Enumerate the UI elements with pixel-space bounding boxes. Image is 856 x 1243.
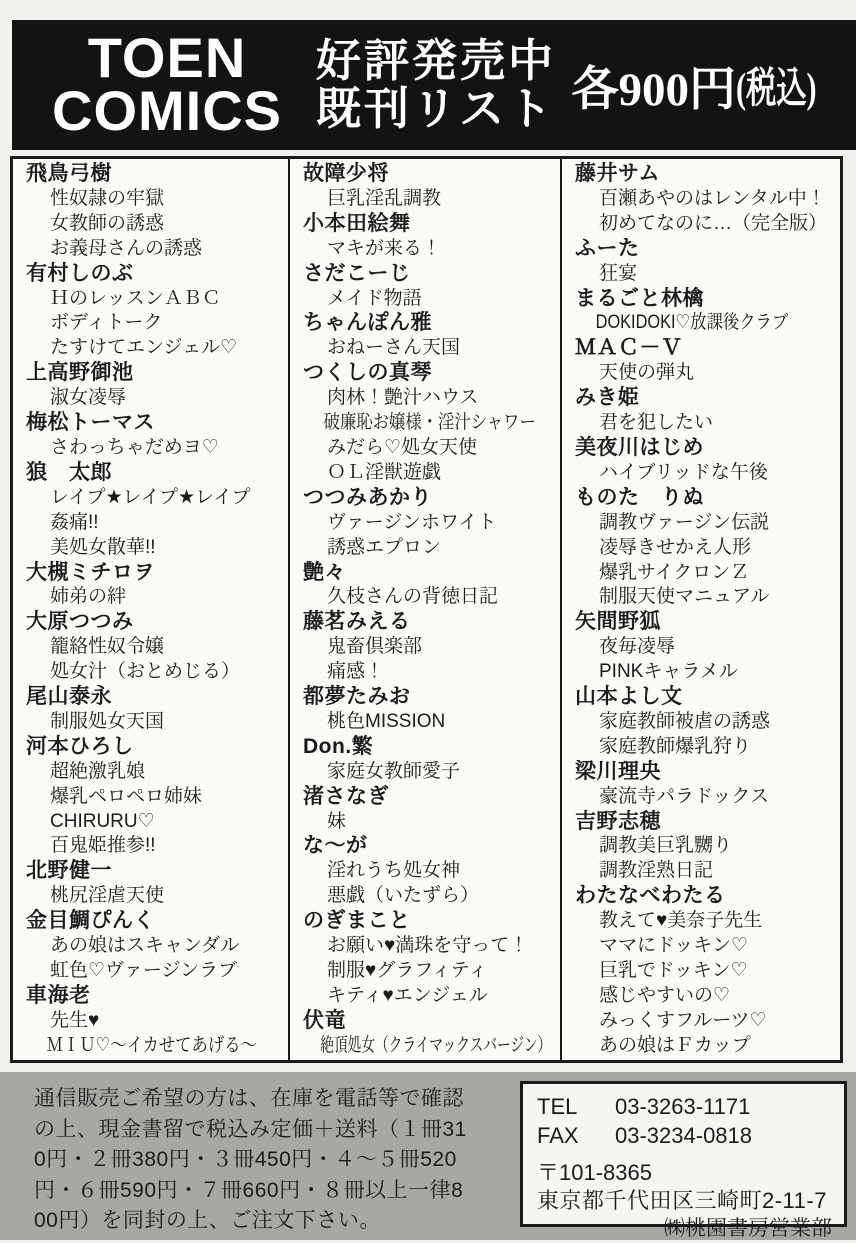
catalog-column-1 (13, 159, 288, 1060)
book-title: 痛感！ (327, 661, 385, 683)
author-name: 梅松トーマス (26, 411, 155, 435)
book-title: 制服処女天国 (50, 710, 165, 732)
book-title: 久枝さんの背徳日記 (327, 586, 499, 608)
author-name: 吉野志穂 (575, 809, 661, 833)
book-title: おねーさん天国 (327, 337, 461, 359)
author-name: 北野健一 (26, 859, 112, 883)
author-name: のぎまこと (303, 909, 411, 933)
book-title: 鬼畜倶楽部 (327, 636, 423, 658)
book-title: ＯＬ淫獣遊戯 (327, 461, 442, 483)
book-title: レイプ★レイプ★レイプ (50, 486, 251, 508)
author-name: 都夢たみお (303, 685, 411, 709)
logo-line2: COMICS (52, 79, 282, 142)
author-name: 尾山泰永 (26, 685, 112, 709)
author-name: 美夜川はじめ (575, 435, 704, 459)
book-title: みっくすフルーツ♡ (599, 1009, 767, 1031)
author-name: な～が (303, 834, 368, 858)
price-note: (税込) (736, 66, 817, 112)
book-title: 夜毎凌辱 (599, 636, 676, 658)
book-title: 姉弟の絆 (50, 586, 127, 608)
book-title: 君を犯したい (599, 412, 714, 434)
book-title: 超絶激乳娘 (50, 760, 146, 782)
tel-label: TEL (537, 1094, 578, 1119)
order-info-line: 通信販売ご希望の方は、在庫を電話等で確認 (34, 1087, 464, 1110)
book-title: さわっちゃだめヨ♡ (50, 436, 219, 458)
book-title: 豪流寺パラドックス (599, 785, 770, 807)
book-title: 妹 (327, 810, 347, 832)
book-title: ＭＩＵ♡～イカせてあげる～ (46, 1034, 257, 1056)
author-name: Don.繁 (303, 734, 374, 758)
postal-code: 〒101-8365 (537, 1160, 652, 1185)
author-name: 山本よし文 (575, 685, 683, 709)
book-title: 性奴隷の牢獄 (50, 187, 165, 209)
author-name: 飛鳥弓樹 (26, 162, 112, 185)
book-title: 姦痛!! (50, 511, 99, 533)
book-title: 先生♥ (50, 1009, 100, 1031)
tel-row (537, 1092, 832, 1121)
author-name: わたなべわたる (575, 884, 726, 908)
book-title: 初めてなのに…（完全版） (599, 212, 828, 234)
book-title: マキが来る！ (327, 237, 442, 259)
book-title: 絶頂処女（クライマックスバージン） (320, 1034, 552, 1056)
author-name: 金目鯛ぴんく (26, 909, 155, 933)
publisher-address: 東京都千代田区三崎町2-11-7 (537, 1188, 827, 1213)
book-title: 爆乳サイクロンＺ (599, 561, 750, 583)
author-name: まるごと林檎 (575, 286, 704, 310)
book-title: 女教師の誘惑 (50, 212, 165, 234)
fax-row (537, 1121, 832, 1150)
author-name: 大槻ミチロヲ (26, 560, 155, 584)
fax-number: 03-3234-0818 (615, 1123, 753, 1148)
order-info-line: 00円）を同封の上、ご注文下さい。 (34, 1209, 381, 1232)
book-title: ハイブリッドな午後 (599, 461, 768, 483)
list-title (316, 37, 556, 132)
author-name: ちゃんぽん雅 (303, 311, 432, 335)
book-title: ママにドッキン♡ (599, 935, 749, 957)
book-title: 美処女散華!! (50, 536, 156, 558)
author-name: 藤茗みえる (303, 610, 411, 634)
price-main: 各900円 (571, 63, 737, 116)
catalog-box (10, 156, 843, 1063)
book-title: 悪戯（いたずら） (327, 885, 480, 907)
catalog-column-2 (288, 159, 560, 1060)
header-bar (12, 20, 856, 150)
author-name: 小本田絵舞 (303, 211, 411, 235)
book-title: あの娘はスキャンダル (50, 935, 240, 957)
author-name: ＭＡＣ－Ｖ (575, 336, 683, 360)
book-title: 淑女凌辱 (50, 387, 127, 409)
book-title: 凌辱きせかえ人形 (599, 536, 752, 558)
book-title: 調教淫熟日記 (599, 860, 714, 882)
author-name: 梁川理央 (575, 759, 661, 783)
author-name: つつみあかり (303, 485, 432, 509)
author-name: 故障少将 (303, 162, 389, 185)
author-name: 上高野御池 (26, 361, 134, 385)
order-info-line: の上、現金書留で税込み定価＋送料（１冊31 (34, 1117, 467, 1141)
book-title: 巨乳淫乱調教 (327, 187, 442, 209)
book-title: 虹色♡ヴァージンラブ (50, 960, 237, 981)
tel-number: 03-3263-1171 (615, 1094, 751, 1119)
author-name: みき姫 (575, 386, 640, 410)
author-name: 河本ひろし (26, 734, 134, 758)
book-title: 調教ヴァージン伝説 (599, 511, 769, 533)
contact-box (520, 1081, 847, 1240)
author-name: 藤井サム (575, 162, 660, 185)
book-title: 処女汁（おとめじる） (50, 661, 241, 683)
order-info-line: 0円・２冊380円・３冊450円・４～５冊520 (34, 1148, 457, 1171)
book-title: 制服天使マニュアル (599, 586, 770, 608)
order-info-line: 円・６冊590円・７冊660円・８冊以上一律8 (34, 1178, 464, 1202)
author-name: つくしの真琴 (303, 361, 432, 385)
list-title-line2: 既刊リスト (316, 83, 556, 134)
book-title: 爆乳ペロペロ姉妹 (50, 785, 203, 807)
book-title: 調教美巨乳嬲り (599, 835, 733, 857)
book-title: 家庭女教師愛子 (327, 760, 461, 782)
book-title: 百瀬あやのはレンタル中！ (599, 187, 826, 209)
book-title: 感じやすいの♡ (599, 984, 731, 1006)
author-name: 車海老 (26, 983, 91, 1007)
book-title: ＨのレッスンＡＢＣ (50, 287, 221, 309)
book-title: 誘惑エプロン (327, 536, 442, 558)
book-title: 肉林！艶汁ハウス (327, 387, 479, 409)
book-title: 制服♥グラフィティ (327, 960, 488, 981)
author-name: 狼 太郎 (26, 460, 112, 484)
book-title: 巨乳でドッキン♡ (599, 960, 748, 981)
logo-line1: TOEN (87, 26, 247, 90)
book-title: 淫れうち処女神 (327, 860, 461, 882)
book-title: DOKIDOKI♡放課後クラブ (595, 312, 789, 334)
fax-label: FAX (537, 1123, 579, 1148)
book-title: お願い♥満珠を守って！ (327, 935, 529, 957)
book-title: 教えて♥美奈子先生 (599, 910, 763, 932)
author-name: 矢間野狐 (575, 610, 661, 634)
book-title: CHIRURU♡ (50, 810, 155, 832)
book-title: 桃尻淫虐天使 (50, 885, 165, 907)
author-name: 大原つつみ (26, 610, 134, 634)
author-name: 渚さなぎ (303, 784, 389, 808)
book-title: メイド物語 (327, 287, 422, 309)
book-title: 天使の弾丸 (599, 362, 695, 384)
author-name: 艶々 (303, 560, 346, 584)
list-title-line1: 好評発売中 (316, 35, 557, 87)
book-title: 桃色MISSION (327, 710, 446, 732)
author-name: ものた りぬ (575, 485, 704, 509)
publisher-logo (52, 26, 282, 142)
book-title: たすけてエンジェル♡ (50, 337, 238, 359)
book-title: ボディトーク (50, 312, 163, 334)
book-title: お義母さんの誘惑 (50, 237, 203, 259)
book-title: PINKキャラメル (599, 661, 738, 683)
book-title: 籠絡性奴令嬢 (50, 636, 165, 658)
book-title: 百鬼姫推参!! (50, 835, 156, 857)
author-name: さだこーじ (303, 261, 411, 285)
catalog-column-3 (560, 159, 840, 1060)
book-title: あの娘はＦカップ (599, 1034, 751, 1056)
mail-order-info (34, 1084, 509, 1237)
book-title: ヴァージンホワイト (327, 511, 497, 533)
author-name: 有村しのぶ (26, 261, 134, 285)
price-label (572, 52, 848, 119)
author-name: 伏竜 (303, 1008, 346, 1032)
book-title: 狂宴 (599, 262, 638, 284)
book-title: 破廉恥お嬢様・淫汁シャワー (323, 412, 536, 434)
company-name: ㈱桃園書房営業部 (664, 1217, 832, 1240)
book-title: みだら♡処女天使 (327, 436, 478, 458)
author-name: ふーた (575, 236, 640, 260)
book-title: 家庭教師爆乳狩り (599, 735, 752, 757)
book-title: 家庭教師被虐の誘惑 (599, 710, 771, 732)
footer (0, 1072, 856, 1240)
book-title: キティ♥エンジェル (327, 984, 488, 1006)
